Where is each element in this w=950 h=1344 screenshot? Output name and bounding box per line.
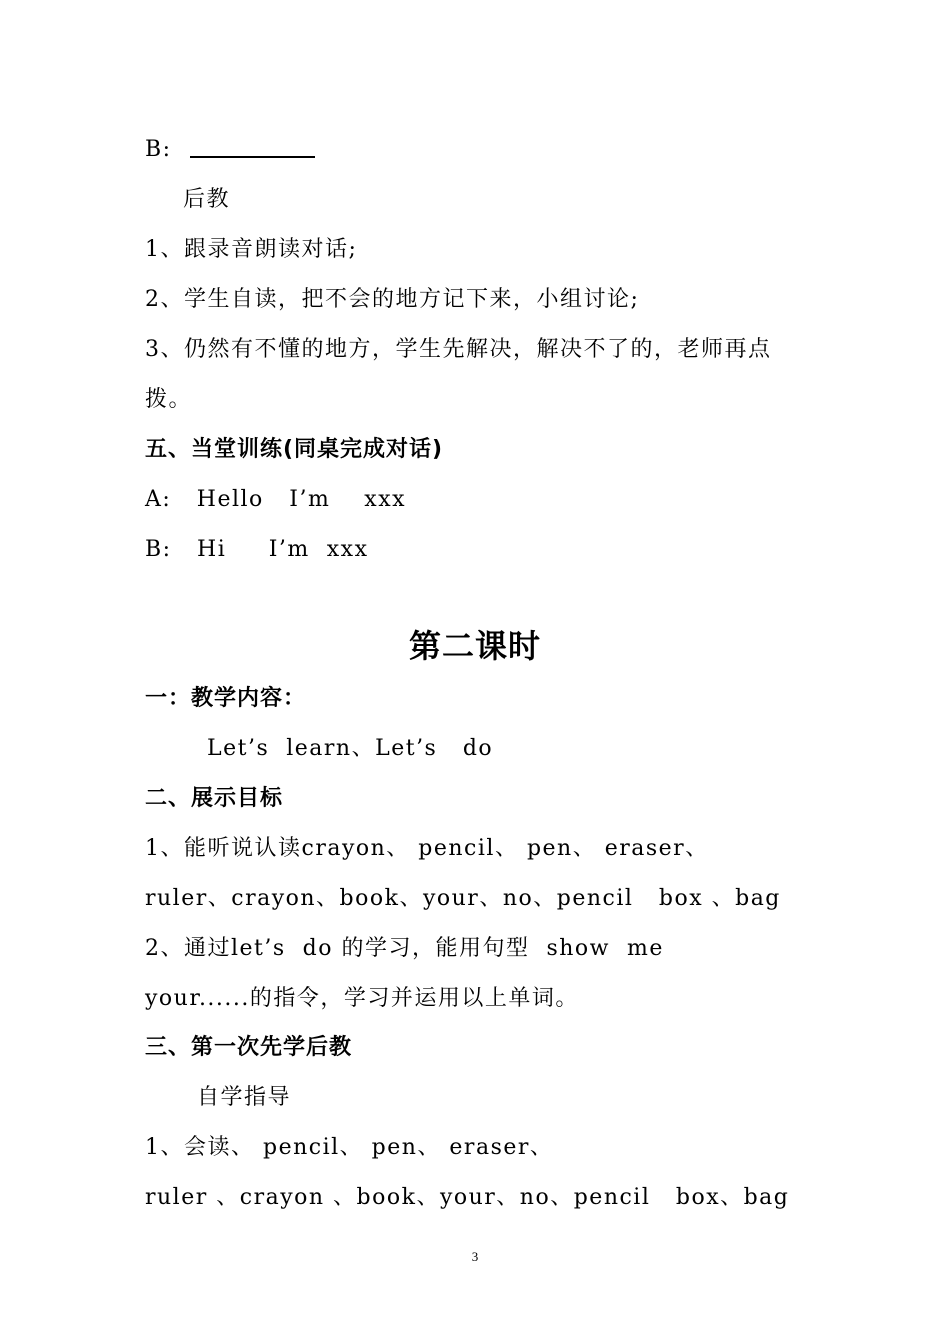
objective-line: ruler、crayon、book、your、no、pencil box 、bag [145, 886, 781, 911]
section-heading-two: 二、展示目标 [145, 786, 284, 811]
teaching-content: Let’s learn、Let’s do [207, 736, 494, 761]
section-heading-five: 五、当堂训练(同桌完成对话) [145, 437, 444, 462]
list-item: 3、仍然有不懂的地方，学生先解决，解决不了的，老师再点 [145, 337, 772, 362]
objective-line: your......的指令，学习并运用以上单词。 [145, 986, 579, 1011]
dialog-line-b: B: Hi I’m xxx [145, 537, 369, 562]
page-number: 3 [471, 1249, 479, 1264]
dialog-line-b-blank [145, 136, 315, 164]
self-study-line: ruler 、crayon 、book、your、no、pencil box、bag [145, 1185, 790, 1210]
dialog-line-a: A: Hello I’m xxx [145, 487, 407, 512]
list-item: 拨。 [145, 387, 193, 412]
list-item: 2、学生自读，把不会的地方记下来，小组讨论; [145, 287, 640, 312]
speaker-label: B: [145, 137, 172, 162]
subheading-houjiao: 后教 [183, 187, 231, 212]
list-item: 1、跟录音朗读对话; [145, 237, 358, 262]
objective-line: 2、通过let’s do 的学习，能用句型 show me [145, 936, 664, 961]
self-study-line: 1、会读、 pencil、 pen、 eraser、 [145, 1135, 554, 1160]
section-heading-three: 三、第一次先学后教 [145, 1035, 353, 1060]
subheading-self-study: 自学指导 [197, 1085, 292, 1110]
objective-line: 1、能听说认读crayon、 pencil、 pen、 eraser、 [145, 836, 709, 861]
lesson-title: 第二课时 [408, 627, 541, 665]
section-heading-one: 一：教学内容： [145, 686, 307, 711]
answer-blank [190, 136, 315, 158]
